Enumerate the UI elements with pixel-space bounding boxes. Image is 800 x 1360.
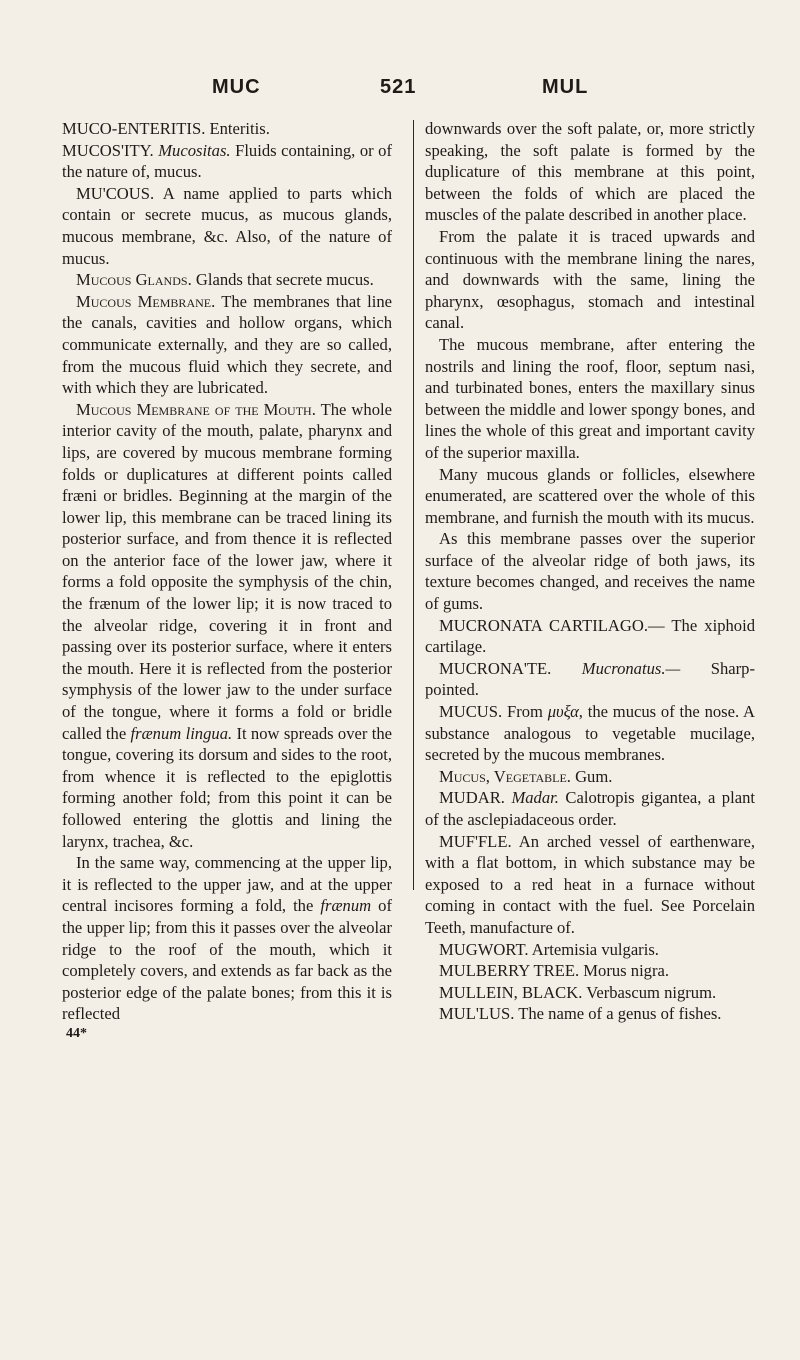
entry-text: The membranes that line the canals, cavities and hollow organs, which communicate externally, and they are so called, from the mucous fluid which they secrete, and with which they are lubricated. [62, 291, 392, 398]
entry-text: An arched vessel of earthenware, with a flat bottom, in which substance may be exposed to a red heat in a furnace without coming in contact with the fuel. See Porcelain Teeth, manufacture of. [425, 831, 755, 937]
entry-text-continued: , the mucus of the nose. A substance analogous to vegetable mucilage, secreted by the mucous membranes. [425, 702, 755, 765]
entry-mullein-black [425, 982, 755, 1004]
entry-text: Artemisia vulgaris. [528, 939, 659, 959]
left-column [62, 118, 392, 1045]
paragraph-gums: As this membrane passes over the superior surface of the alveolar ridge of both jaws, its texture becomes changed, and receives the name of gums. [425, 529, 755, 614]
running-head-left: MUC [212, 76, 261, 98]
entry-term: MUCOS'ITY. [62, 140, 154, 160]
running-head-right: MUL [542, 76, 589, 98]
entry-mulberry-tree [425, 960, 755, 982]
entry-mudar [425, 787, 755, 830]
greek-word: μυξα [547, 702, 579, 722]
entry-text: Calotropis gigantea, a plant of the asclepiadaceous order. [425, 788, 755, 829]
entry-text: Verbascum nigrum. [582, 982, 717, 1002]
entry-text: Fluids containing, or of the nature of, mucus. [62, 140, 392, 182]
paragraph-nostrils: The mucous membrane, after entering the nostrils and lining the roof, floor, septum nasi, and turbinated bones, enters the maxillary sinus between the middle and lower spongy bones, and lines the whole of this great and important cavity of the superior maxilla. [425, 334, 755, 462]
entry-term: MUDAR. [439, 788, 505, 808]
entry-latin: Mucronatus.— [581, 658, 681, 678]
entry-mucronata [425, 615, 755, 658]
entry-mucous-membrane-mouth [62, 399, 392, 852]
entry-term: MUL'LUS. [439, 1004, 515, 1024]
entry-text: Sharp-pointed. [425, 658, 755, 700]
paragraph-palate: From the palate it is traced upwards and continuous with the membrane lining the nares, and downwards with the same, lining the pharynx, œsophagus, stomach and intestinal canal. [425, 226, 755, 333]
entry-mucus-vegetable [425, 766, 755, 788]
entry-text: A name applied to parts which contain or secrete mucus, as mucous glands, mucous membrane, &c. Also, of the nature of mucus. [62, 183, 392, 268]
entry-term: MUF'FLE. [439, 831, 512, 851]
entry-term: Mucous Membrane of the Mouth. [76, 399, 316, 419]
entry-text: The xiphoid cartilage. [425, 615, 756, 657]
paragraph-continued: downwards over the soft palate, or, more strictly speaking, the soft palate is formed by the duplicature of this membrane at this point, between the folds of which are placed the muscles of the palate described in another place. [425, 119, 755, 225]
entry-mullus [425, 1003, 755, 1025]
entry-term: MUCO-ENTERITIS. [62, 119, 206, 138]
entry-term: Mucous Glands. [76, 270, 192, 290]
paragraph-text: In the same way, commencing at the upper lip, it is reflected to the upper jaw, and at the upper central incisores forming a fold, the [62, 853, 392, 916]
paragraph-upper-lip [62, 852, 392, 1025]
right-column [425, 118, 755, 1025]
latin-term: frænum lingua. [130, 723, 233, 743]
entry-text: Glands that secrete mucus. [191, 270, 374, 290]
entry-mugwort [425, 939, 755, 961]
entry-mucous-membrane [62, 291, 392, 399]
entry-text-continued: It now spreads over the tongue, covering its dorsum and sides to the root, from whence it is reflected to the epiglottis forming another fold; from this point it can be followed entering the glottis and lining the larynx, trachea, &c. [62, 723, 392, 851]
entry-term: MUCRONA'TE. [439, 658, 552, 678]
entry-mucosity [62, 140, 392, 183]
paragraph-glands: Many mucous glands or follicles, elsewhere enumerated, are scattered over the whole of this membrane, and furnish the mouth with its mucus. [425, 464, 755, 527]
entry-mucus [425, 701, 755, 766]
entry-term: MULBERRY TREE. [439, 961, 580, 981]
entry-term: MUCUS. [439, 702, 503, 722]
entry-text: The whole interior cavity of the mouth, palate, pharynx and lips, are covered by mucous membrane forming folds or duplicatures at different points called fræni or bridles. Beginning at the margin of the lower lip, this membrane can be traced lining its posterior surface, and from thence it is reflected on the anterior face of the lower jaw, where it forms a fold opposite the symphysis of the chin, the frænum of the lower lip; it is now traced to the alveolar ridge, covering it in front and passing over its posterior surface, where it enters the mouth. Here it is reflected from the posterior symphysis of the lower jaw to the under surface of the tongue, where it forms a fold or bridle called the [62, 399, 392, 743]
entry-term: Mucus, Vegetable. [439, 766, 571, 786]
entry-latin: Mucositas. [158, 140, 231, 160]
entry-text: Gum. [570, 766, 613, 786]
entry-mucous [62, 183, 392, 269]
entry-mucous-glands [62, 269, 392, 291]
paragraph-text-continued: of the upper lip; from this it passes over the alveolar ridge to the roof of the mouth, which it completely covers, and extends as far back as the posterior edge of the palate bones; from this it is reflected [62, 896, 392, 1024]
entry-term: MUGWORT. [439, 939, 529, 959]
entry-muco-enteritis [62, 118, 392, 140]
entry-muffle [425, 831, 755, 939]
column-divider [413, 120, 414, 890]
entry-term: Mucous Membrane. [76, 291, 216, 311]
page-number: 521 [380, 76, 417, 98]
entry-term: MU'COUS. [76, 183, 155, 203]
entry-latin: Madar. [511, 788, 559, 808]
latin-term: frænum [320, 896, 372, 916]
entry-text: Enteritis. [205, 119, 270, 138]
entry-text: From [502, 702, 548, 722]
signature-mark: 44* [66, 1025, 87, 1041]
entry-term: MULLEIN, BLACK. [439, 982, 583, 1002]
entry-term: MUCRONATA CARTILAGO.— [439, 615, 665, 635]
entry-text: The name of a genus of fishes. [514, 1004, 722, 1024]
entry-text: Morus nigra. [579, 961, 670, 981]
entry-mucronate [425, 658, 755, 701]
